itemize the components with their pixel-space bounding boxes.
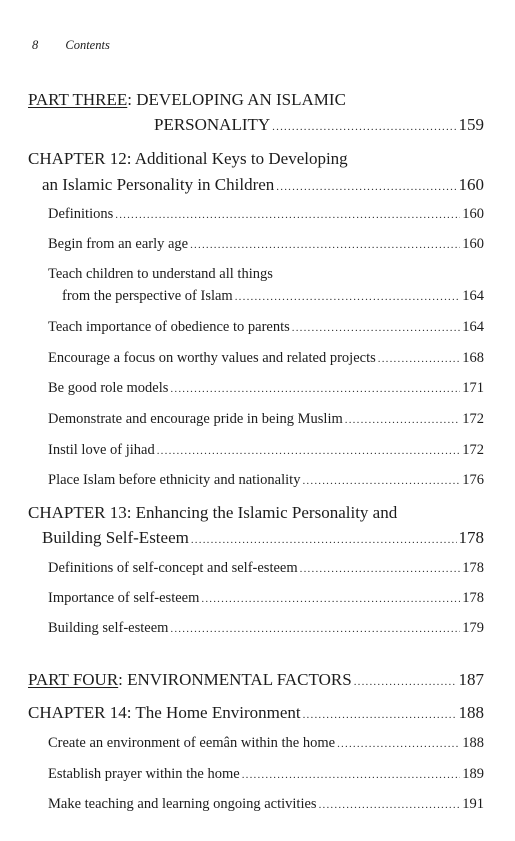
- chapter-12-entry[interactable]: [42, 175, 484, 195]
- running-title: Contents: [65, 38, 110, 52]
- page-ref: 187: [458, 670, 484, 689]
- leader-dots: [235, 291, 461, 303]
- page-ref: 176: [462, 472, 484, 488]
- part-three-label: PART THREE: [28, 90, 128, 109]
- page-ref: 172: [462, 411, 484, 427]
- page-ref: 178: [458, 528, 484, 547]
- toc-item[interactable]: [48, 472, 484, 489]
- page-ref: 191: [462, 796, 484, 812]
- toc-item[interactable]: [48, 735, 484, 752]
- leader-dots: [302, 475, 460, 487]
- leader-dots: [170, 623, 460, 635]
- leader-dots: [300, 563, 461, 575]
- page-ref: 164: [462, 288, 484, 304]
- part-three-title-line2: PERSONALITY: [154, 115, 271, 134]
- page-ref: 179: [462, 620, 484, 636]
- page-ref: 160: [462, 206, 484, 222]
- leader-dots: [157, 445, 461, 457]
- page-ref: 164: [462, 319, 484, 335]
- toc-item[interactable]: [48, 236, 484, 253]
- toc-item-title: Begin from an early age: [48, 236, 189, 252]
- toc-item-title: Encourage a focus on worthy values and related projects: [48, 350, 376, 366]
- chapter-12-title-line2: an Islamic Personality in Children: [42, 175, 275, 194]
- page-ref: 160: [462, 236, 484, 252]
- toc-item[interactable]: [48, 206, 484, 223]
- leader-dots: [170, 383, 460, 395]
- part-three-entry[interactable]: [154, 115, 484, 135]
- running-header: [32, 38, 110, 53]
- chapter-14-title: CHAPTER 14: The Home Environment: [28, 703, 301, 722]
- toc-item[interactable]: [48, 590, 484, 607]
- leader-dots: [303, 709, 457, 721]
- leader-dots: [191, 534, 457, 546]
- leader-dots: [242, 769, 461, 781]
- page-ref: 189: [462, 766, 484, 782]
- toc-item-title-line1: Teach children to understand all things: [48, 266, 273, 282]
- page-ref: 171: [462, 380, 484, 396]
- toc-item-title: Demonstrate and encourage pride in being Muslim: [48, 411, 343, 427]
- leader-dots: [345, 414, 460, 426]
- part-four-heading: [28, 670, 352, 690]
- toc-item-title-line2: from the perspective of Islam: [62, 288, 233, 304]
- part-three-heading: [28, 90, 346, 110]
- toc-item[interactable]: [48, 319, 484, 336]
- toc-item[interactable]: [48, 350, 484, 367]
- toc-item[interactable]: [48, 766, 484, 783]
- leader-dots: [190, 239, 460, 251]
- toc-item-title: Place Islam before ethnicity and nationality: [48, 472, 301, 488]
- chapter-13-title-line1: CHAPTER 13: Enhancing the Islamic Personality and: [28, 503, 398, 522]
- toc-item[interactable]: [48, 411, 484, 428]
- toc-item[interactable]: [48, 380, 484, 397]
- leader-dots: [272, 121, 456, 133]
- part-four-title: : ENVIRONMENTAL FACTORS: [118, 670, 352, 689]
- toc-item[interactable]: [48, 442, 484, 459]
- toc-item[interactable]: [62, 288, 484, 305]
- toc-item[interactable]: [48, 560, 484, 577]
- leader-dots: [378, 353, 461, 365]
- toc-item-title: Definitions: [48, 206, 114, 222]
- toc-item-title: Teach importance of obedience to parents: [48, 319, 290, 335]
- part-four-label: PART FOUR: [28, 670, 119, 689]
- page-ref: 159: [458, 115, 484, 134]
- leader-dots: [115, 209, 460, 221]
- leader-dots: [292, 322, 461, 334]
- page-ref: 168: [462, 350, 484, 366]
- toc-item[interactable]: [48, 796, 484, 813]
- page-ref: 172: [462, 442, 484, 458]
- part-four-entry[interactable]: [28, 670, 484, 690]
- part-three-title-line1: : DEVELOPING AN ISLAMIC: [127, 90, 346, 109]
- leader-dots: [276, 181, 456, 193]
- page-number: 8: [32, 38, 39, 52]
- toc-item-title: Building self-esteem: [48, 620, 169, 636]
- leader-dots: [319, 799, 461, 811]
- page-ref: 178: [462, 560, 484, 576]
- page-ref: 188: [458, 703, 484, 722]
- toc-item-title: Be good role models: [48, 380, 169, 396]
- page-ref: 188: [462, 735, 484, 751]
- toc-item-title: Establish prayer within the home: [48, 766, 240, 782]
- toc-item-title: Create an environment of eemân within the home: [48, 735, 336, 751]
- toc-item[interactable]: [48, 620, 484, 637]
- chapter-13-title-line2: Building Self-Esteem: [42, 528, 189, 547]
- toc-item-title: Importance of self-esteem: [48, 590, 200, 606]
- chapter-12-title-line1: CHAPTER 12: Additional Keys to Developing: [28, 149, 348, 168]
- leader-dots: [201, 593, 460, 605]
- toc-item-title: Instil love of jihad: [48, 442, 155, 458]
- leader-dots: [337, 738, 460, 750]
- page-ref: 160: [458, 175, 484, 194]
- chapter-14-entry[interactable]: [28, 703, 484, 723]
- leader-dots: [354, 676, 457, 688]
- toc-item-title: Make teaching and learning ongoing activities: [48, 796, 317, 812]
- toc-item-title: Definitions of self-concept and self-esteem: [48, 560, 298, 576]
- chapter-13-entry[interactable]: [42, 528, 484, 548]
- page-ref: 178: [462, 590, 484, 606]
